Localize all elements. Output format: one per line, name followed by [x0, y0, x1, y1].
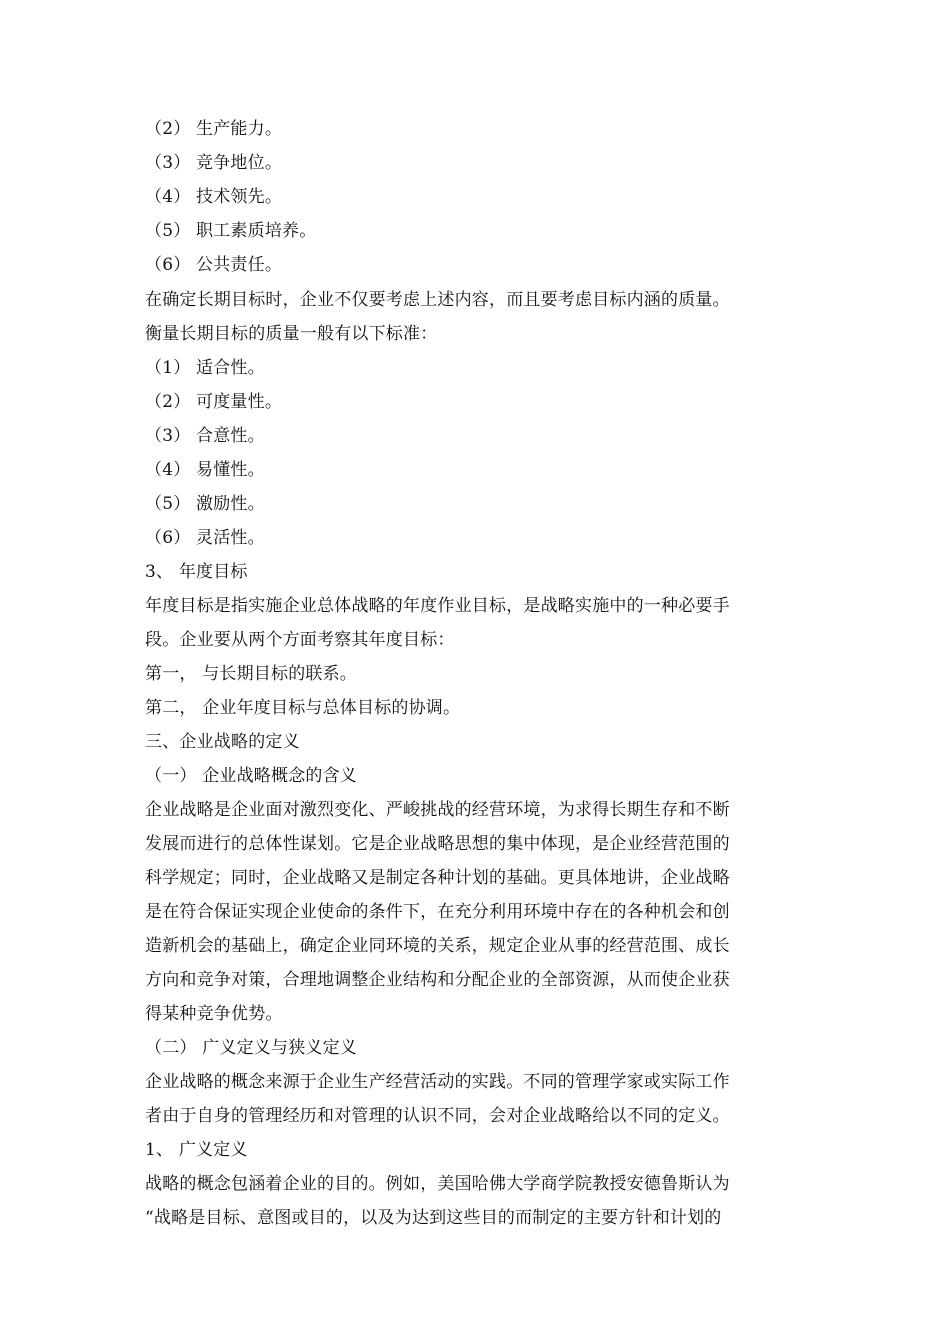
paragraph-line: 发展而进行的总体性谋划。它是企业战略思想的集中体现，是企业经营范围的	[145, 834, 730, 854]
paragraph-line: 科学规定；同时，企业战略又是制定各种计划的基础。更具体地讲，企业战略	[145, 868, 730, 888]
list-item-4-technology-leadership: （4） 技术领先。	[145, 187, 283, 207]
list-item-first: 第一， 与长期目标的联系。	[145, 664, 358, 684]
list-item-6-public-responsibility: （6） 公共责任。	[145, 255, 283, 275]
section-heading-strategy-definition: 三、企业战略的定义	[145, 732, 300, 752]
list-item-3-desirability: （3） 合意性。	[145, 426, 265, 446]
list-item-second: 第二， 企业年度目标与总体目标的协调。	[145, 698, 461, 718]
paragraph-line: 者由于自身的管理经历和对管理的认识不同，会对企业战略给以不同的定义。	[145, 1106, 730, 1126]
paragraph-line: 战略的概念包涵着企业的目的。例如，美国哈佛大学商学院教授安德鲁斯认为	[145, 1174, 730, 1194]
list-item-2-production-capacity: （2） 生产能力。	[145, 119, 283, 139]
paragraph-line: 企业战略的概念来源于企业生产经营活动的实践。不同的管理学家或实际工作	[145, 1072, 730, 1092]
paragraph-line: 方向和竞争对策，合理地调整企业结构和分配企业的全部资源，从而使企业获	[145, 970, 730, 990]
paragraph-line: 得某种竞争优势。	[145, 1004, 283, 1024]
paragraph-line: 衡量长期目标的质量一般有以下标准：	[145, 324, 438, 344]
section-heading-broad-definition: 1、 广义定义	[145, 1140, 248, 1160]
subsection-heading-broad-narrow: （二） 广义定义与狭义定义	[145, 1038, 358, 1058]
list-item-2-measurability: （2） 可度量性。	[145, 392, 283, 412]
paragraph-line: 企业战略是企业面对激烈变化、严峻挑战的经营环境，为求得长期生存和不断	[145, 800, 730, 820]
section-heading-annual-goals: 3、 年度目标	[145, 562, 248, 582]
list-item-1-suitability: （1） 适合性。	[145, 358, 265, 378]
paragraph-line: 造新机会的基础上，确定企业同环境的关系，规定企业从事的经营范围、成长	[145, 936, 730, 956]
list-item-6-flexibility: （6） 灵活性。	[145, 528, 265, 548]
subsection-heading-concept: （一） 企业战略概念的含义	[145, 766, 358, 786]
paragraph-line: 在确定长期目标时，企业不仅要考虑上述内容，而且要考虑目标内涵的质量。	[145, 290, 730, 310]
paragraph-line: 年度目标是指实施企业总体战略的年度作业目标，是战略实施中的一种必要手	[145, 596, 730, 616]
paragraph-line: 段。企业要从两个方面考察其年度目标：	[145, 630, 455, 650]
list-item-5-motivation: （5） 激励性。	[145, 494, 265, 514]
paragraph-line: 是在符合保证实现企业使命的条件下，在充分利用环境中存在的各种机会和创	[145, 902, 730, 922]
list-item-4-understandability: （4） 易懂性。	[145, 460, 265, 480]
list-item-3-competitive-position: （3） 竞争地位。	[145, 153, 283, 173]
paragraph-line: “战略是目标、意图或目的，以及为达到这些目的而制定的主要方针和计划的	[145, 1208, 722, 1228]
list-item-5-staff-quality: （5） 职工素质培养。	[145, 221, 317, 241]
